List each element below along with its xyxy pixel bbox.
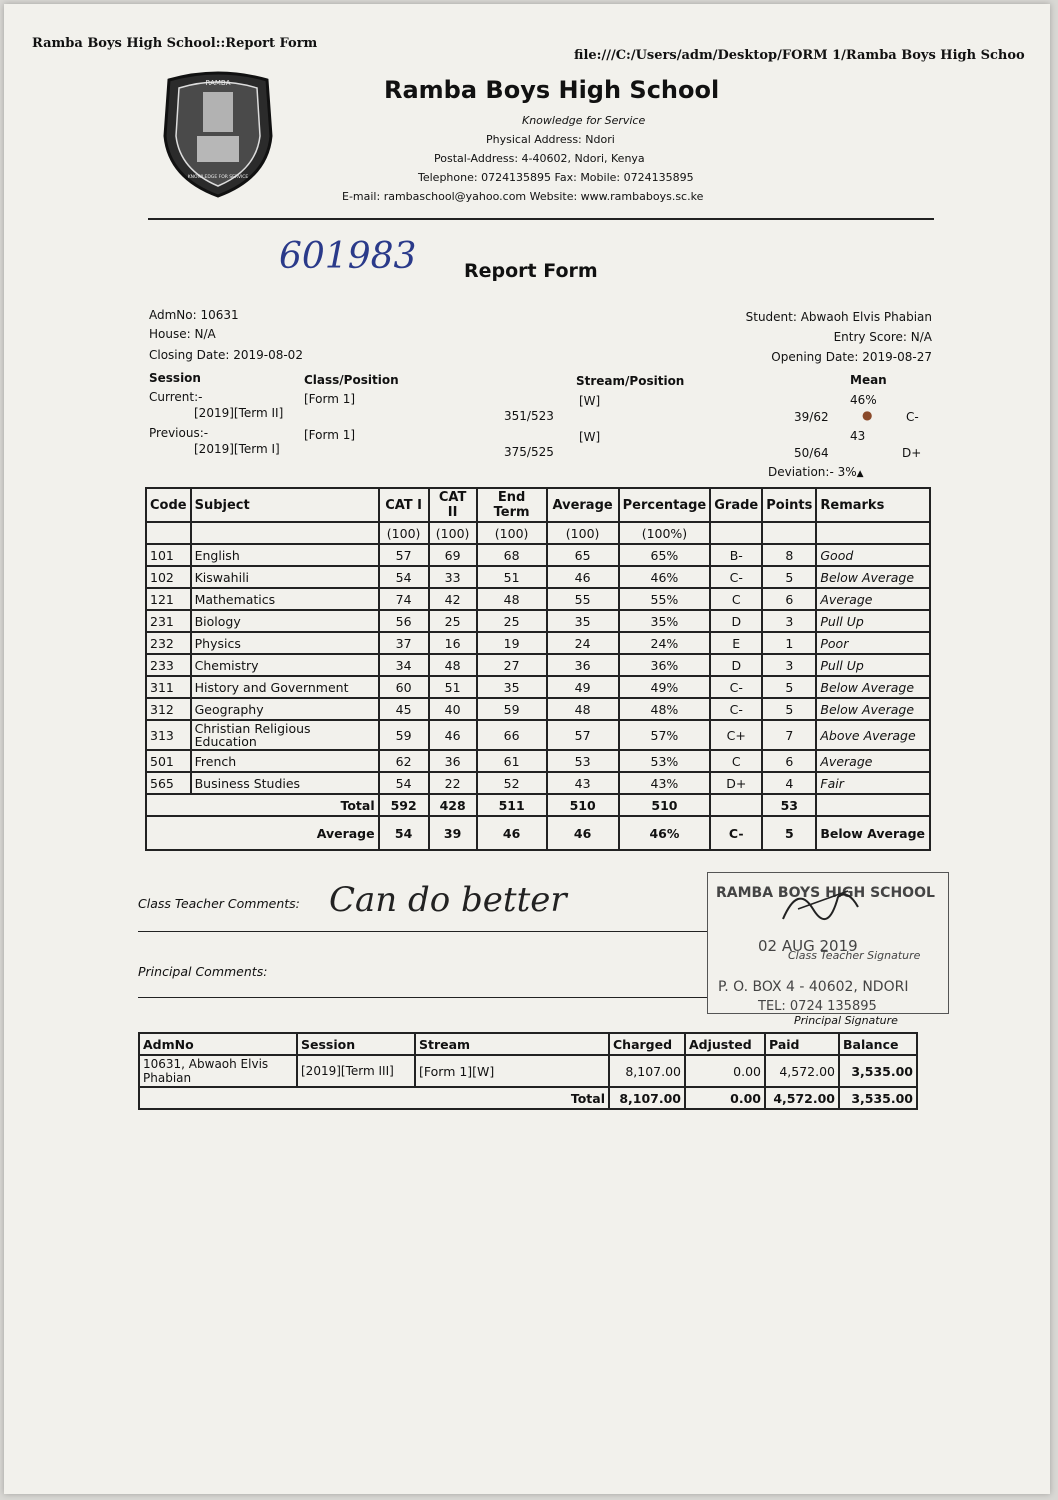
cell-cat1: 37 <box>379 632 429 654</box>
fees-stream: [Form 1][W] <box>415 1055 609 1087</box>
student-name: Student: Abwaoh Elvis Phabian <box>745 310 932 324</box>
cell-code: 102 <box>146 566 191 588</box>
previous-stream-position: 50/64 <box>794 446 829 460</box>
telephone-line: Telephone: 0724135895 Fax: Mobile: 0724135895 <box>418 171 694 184</box>
average-row-endterm: 46 <box>477 816 547 850</box>
cell-average: 49 <box>547 676 619 698</box>
average-row <box>146 816 930 850</box>
cell-subject: Geography <box>191 698 379 720</box>
fees-total-charged: 8,107.00 <box>609 1087 685 1109</box>
cell-endterm: 59 <box>477 698 547 720</box>
grades-header-row <box>146 488 930 522</box>
current-stream: [W] <box>579 394 601 408</box>
deviation-text: Deviation:- 3% <box>768 465 857 479</box>
handwritten-number: 601983 <box>279 236 417 277</box>
cell-grade: C- <box>710 698 762 720</box>
subject-row <box>146 632 930 654</box>
cell-subject: English <box>191 544 379 566</box>
cell-average: 35 <box>547 610 619 632</box>
header-average: Average <box>547 488 619 522</box>
max-score-cell <box>710 522 762 544</box>
cell-percentage: 48% <box>619 698 711 720</box>
cell-remarks: Pull Up <box>816 610 930 632</box>
entry-score: Entry Score: N/A <box>833 330 932 344</box>
previous-label: Previous:- <box>149 426 209 440</box>
cell-cat1: 74 <box>379 588 429 610</box>
signature-scribble <box>778 879 868 929</box>
cell-grade: D+ <box>710 772 762 794</box>
cell-subject: Christian Religious Education <box>191 720 379 750</box>
total-row-cat2: 428 <box>429 794 477 816</box>
max-score-cell <box>816 522 930 544</box>
cell-cat1: 54 <box>379 566 429 588</box>
previous-stream: [W] <box>579 430 601 444</box>
cell-grade: D <box>710 610 762 632</box>
current-stream-position: 39/62 <box>794 410 829 424</box>
max-score-cell: (100) <box>547 522 619 544</box>
cell-grade: C <box>710 750 762 772</box>
cell-endterm: 61 <box>477 750 547 772</box>
subject-row <box>146 720 930 750</box>
cell-cat2: 69 <box>429 544 477 566</box>
cell-average: 36 <box>547 654 619 676</box>
class-teacher-label: Class Teacher Comments: <box>138 896 300 911</box>
cell-cat1: 57 <box>379 544 429 566</box>
cell-percentage: 65% <box>619 544 711 566</box>
subject-row <box>146 750 930 772</box>
cell-remarks: Pull Up <box>816 654 930 676</box>
cell-endterm: 66 <box>477 720 547 750</box>
cell-endterm: 27 <box>477 654 547 676</box>
cell-code: 311 <box>146 676 191 698</box>
up-triangle-icon: ▲ <box>856 469 864 479</box>
fees-balance: 3,535.00 <box>839 1055 917 1087</box>
principal-line <box>138 997 708 998</box>
cell-percentage: 43% <box>619 772 711 794</box>
cell-percentage: 57% <box>619 720 711 750</box>
cell-endterm: 51 <box>477 566 547 588</box>
previous-class-position: 375/525 <box>504 445 554 459</box>
report-paper <box>4 4 1050 1494</box>
average-row-remarks: Below Average <box>816 816 930 850</box>
average-row-cat1: 54 <box>379 816 429 850</box>
fees-header-admno: AdmNo <box>139 1033 297 1055</box>
cell-grade: D <box>710 654 762 676</box>
print-header-title: Ramba Boys High School::Report Form <box>32 36 318 51</box>
cell-points: 5 <box>762 566 816 588</box>
header-remarks: Remarks <box>816 488 930 522</box>
fees-total-balance: 3,535.00 <box>839 1087 917 1109</box>
subject-row <box>146 676 930 698</box>
header-cat2: CAT II <box>429 488 477 522</box>
cell-remarks: Below Average <box>816 566 930 588</box>
fees-header-charged: Charged <box>609 1033 685 1055</box>
fees-header-balance: Balance <box>839 1033 917 1055</box>
class-position-header: Class/Position <box>304 373 399 387</box>
fees-total-row <box>139 1087 917 1109</box>
cell-average: 65 <box>547 544 619 566</box>
fees-header-stream: Stream <box>415 1033 609 1055</box>
fees-header-row <box>139 1033 917 1055</box>
header-grade: Grade <box>710 488 762 522</box>
seal-bottom-text: KNOWLEDGE FOR SERVICE <box>187 175 249 180</box>
cell-grade: C- <box>710 676 762 698</box>
total-row-points: 53 <box>762 794 816 816</box>
cell-endterm: 19 <box>477 632 547 654</box>
cell-code: 231 <box>146 610 191 632</box>
cell-cat1: 54 <box>379 772 429 794</box>
report-title: Report Form <box>464 260 598 282</box>
cell-subject: Mathematics <box>191 588 379 610</box>
cell-average: 48 <box>547 698 619 720</box>
cell-grade: E <box>710 632 762 654</box>
average-row-grade: C- <box>710 816 762 850</box>
cell-cat1: 62 <box>379 750 429 772</box>
class-teacher-comment: Can do better <box>329 880 567 920</box>
closing-date: Closing Date: 2019-08-02 <box>149 348 303 362</box>
cell-average: 43 <box>547 772 619 794</box>
fees-session: [2019][Term III] <box>297 1055 415 1087</box>
cell-remarks: Below Average <box>816 698 930 720</box>
fees-total-label: Total <box>139 1087 609 1109</box>
grades-body <box>146 522 930 850</box>
cell-cat2: 42 <box>429 588 477 610</box>
average-row-points: 5 <box>762 816 816 850</box>
cell-points: 7 <box>762 720 816 750</box>
cell-points: 5 <box>762 676 816 698</box>
cell-cat2: 25 <box>429 610 477 632</box>
total-row-cat1: 592 <box>379 794 429 816</box>
previous-term: [2019][Term I] <box>194 442 280 456</box>
header-endterm: End Term <box>477 488 547 522</box>
house: House: N/A <box>149 327 216 341</box>
cell-average: 55 <box>547 588 619 610</box>
seal-top-text: RAMBA <box>205 79 231 87</box>
stamp-telephone: TEL: 0724 135895 <box>758 999 877 1014</box>
cell-average: 46 <box>547 566 619 588</box>
bullet-icon: ● <box>862 408 873 422</box>
stamp-address: P. O. BOX 4 - 40602, NDORI <box>718 979 909 995</box>
cell-cat1: 34 <box>379 654 429 676</box>
cell-percentage: 55% <box>619 588 711 610</box>
current-mean: 46% <box>850 393 877 407</box>
cell-grade: C+ <box>710 720 762 750</box>
cell-subject: French <box>191 750 379 772</box>
postal-address: Postal-Address: 4-40602, Ndori, Kenya <box>434 152 645 165</box>
current-grade: C- <box>906 410 919 424</box>
cell-cat2: 33 <box>429 566 477 588</box>
subject-row <box>146 772 930 794</box>
school-name: Ramba Boys High School <box>384 76 720 104</box>
class-teacher-line <box>138 931 708 932</box>
cell-cat1: 56 <box>379 610 429 632</box>
max-score-cell: (100) <box>429 522 477 544</box>
average-row-average: 46 <box>547 816 619 850</box>
grades-table <box>145 487 931 851</box>
school-motto: Knowledge for Service <box>522 114 646 127</box>
cell-percentage: 49% <box>619 676 711 698</box>
cell-points: 3 <box>762 654 816 676</box>
cell-points: 8 <box>762 544 816 566</box>
cell-percentage: 46% <box>619 566 711 588</box>
fees-row <box>139 1055 917 1087</box>
cell-cat1: 59 <box>379 720 429 750</box>
cell-percentage: 36% <box>619 654 711 676</box>
cell-cat2: 22 <box>429 772 477 794</box>
cell-grade: C- <box>710 566 762 588</box>
cell-grade: B- <box>710 544 762 566</box>
cell-cat2: 46 <box>429 720 477 750</box>
print-header-url: file:///C:/Users/adm/Desktop/FORM 1/Ramba Boys High Schoo <box>574 48 1025 63</box>
cell-cat2: 51 <box>429 676 477 698</box>
cell-code: 565 <box>146 772 191 794</box>
current-label: Current:- <box>149 390 203 404</box>
fees-total-adjusted: 0.00 <box>685 1087 765 1109</box>
max-score-cell: (100) <box>379 522 429 544</box>
cell-points: 4 <box>762 772 816 794</box>
cell-code: 121 <box>146 588 191 610</box>
cell-cat2: 16 <box>429 632 477 654</box>
fees-admno: 10631, Abwaoh Elvis Phabian <box>139 1055 297 1087</box>
subject-row <box>146 544 930 566</box>
header-percentage: Percentage <box>619 488 711 522</box>
cell-remarks: Below Average <box>816 676 930 698</box>
cell-code: 233 <box>146 654 191 676</box>
school-stamp <box>707 872 949 1014</box>
cell-remarks: Above Average <box>816 720 930 750</box>
max-score-cell <box>762 522 816 544</box>
cell-code: 313 <box>146 720 191 750</box>
total-row-label: Total <box>146 794 379 816</box>
email-website-line: E-mail: rambaschool@yahoo.com Website: www.rambaboys.sc.ke <box>342 190 704 203</box>
cell-grade: C <box>710 588 762 610</box>
mean-header: Mean <box>850 373 887 387</box>
previous-mean: 43 <box>850 429 866 443</box>
subject-row <box>146 698 930 720</box>
cell-average: 57 <box>547 720 619 750</box>
cell-endterm: 48 <box>477 588 547 610</box>
subject-row <box>146 610 930 632</box>
cell-remarks: Poor <box>816 632 930 654</box>
total-row-grade <box>710 794 762 816</box>
fees-table <box>138 1032 918 1110</box>
subject-row <box>146 588 930 610</box>
cell-remarks: Good <box>816 544 930 566</box>
total-row-remarks <box>816 794 930 816</box>
current-class-position: 351/523 <box>504 409 554 423</box>
subject-row <box>146 566 930 588</box>
max-score-row <box>146 522 930 544</box>
opening-date: Opening Date: 2019-08-27 <box>771 350 932 364</box>
cell-cat1: 45 <box>379 698 429 720</box>
cell-subject: Kiswahili <box>191 566 379 588</box>
max-score-cell: (100) <box>477 522 547 544</box>
school-seal-logo <box>159 66 277 200</box>
max-score-cell <box>191 522 379 544</box>
cell-remarks: Average <box>816 750 930 772</box>
max-score-cell: (100%) <box>619 522 711 544</box>
fees-adjusted: 0.00 <box>685 1055 765 1087</box>
cell-subject: Physics <box>191 632 379 654</box>
cell-subject: Biology <box>191 610 379 632</box>
current-class: [Form 1] <box>304 392 356 406</box>
header-points: Points <box>762 488 816 522</box>
header-subject: Subject <box>191 488 379 522</box>
cell-points: 6 <box>762 750 816 772</box>
fees-total-paid: 4,572.00 <box>765 1087 839 1109</box>
total-row-endterm: 511 <box>477 794 547 816</box>
total-row <box>146 794 930 816</box>
fees-paid: 4,572.00 <box>765 1055 839 1087</box>
cell-code: 101 <box>146 544 191 566</box>
cell-code: 232 <box>146 632 191 654</box>
average-row-cat2: 39 <box>429 816 477 850</box>
principal-label: Principal Comments: <box>138 964 268 979</box>
max-score-cell <box>146 522 191 544</box>
cell-average: 24 <box>547 632 619 654</box>
total-row-average: 510 <box>547 794 619 816</box>
cell-points: 1 <box>762 632 816 654</box>
principal-signature-label: Principal Signature <box>794 1014 898 1027</box>
cell-remarks: Fair <box>816 772 930 794</box>
fees-header-adjusted: Adjusted <box>685 1033 765 1055</box>
session-header: Session <box>149 371 201 385</box>
cell-endterm: 68 <box>477 544 547 566</box>
cell-points: 5 <box>762 698 816 720</box>
cell-remarks: Average <box>816 588 930 610</box>
cell-cat1: 60 <box>379 676 429 698</box>
header-divider <box>148 218 934 220</box>
cell-subject: Chemistry <box>191 654 379 676</box>
stamp-date: 02 AUG 2019 <box>758 937 858 955</box>
cell-endterm: 35 <box>477 676 547 698</box>
previous-grade: D+ <box>902 446 922 460</box>
cell-percentage: 53% <box>619 750 711 772</box>
cell-percentage: 24% <box>619 632 711 654</box>
cell-subject: History and Government <box>191 676 379 698</box>
cell-code: 312 <box>146 698 191 720</box>
stamp-school-name: RAMBA BOYS HIGH SCHOOL <box>716 885 935 901</box>
subject-row <box>146 654 930 676</box>
fees-header-paid: Paid <box>765 1033 839 1055</box>
cell-subject: Business Studies <box>191 772 379 794</box>
previous-class: [Form 1] <box>304 428 356 442</box>
current-term: [2019][Term II] <box>194 406 284 420</box>
cell-points: 6 <box>762 588 816 610</box>
header-cat1: CAT I <box>379 488 429 522</box>
cell-average: 53 <box>547 750 619 772</box>
fees-charged: 8,107.00 <box>609 1055 685 1087</box>
cell-cat2: 40 <box>429 698 477 720</box>
cell-points: 3 <box>762 610 816 632</box>
total-row-percentage: 510 <box>619 794 711 816</box>
average-row-label: Average <box>146 816 379 850</box>
physical-address: Physical Address: Ndori <box>486 133 615 146</box>
cell-percentage: 35% <box>619 610 711 632</box>
cell-cat2: 36 <box>429 750 477 772</box>
stream-position-header: Stream/Position <box>576 374 685 388</box>
cell-endterm: 25 <box>477 610 547 632</box>
deviation <box>768 465 864 479</box>
cell-code: 501 <box>146 750 191 772</box>
fees-header-session: Session <box>297 1033 415 1055</box>
cell-cat2: 48 <box>429 654 477 676</box>
adm-no: AdmNo: 10631 <box>149 308 239 322</box>
cell-endterm: 52 <box>477 772 547 794</box>
average-row-percentage: 46% <box>619 816 711 850</box>
header-code: Code <box>146 488 191 522</box>
class-teacher-signature-label: Class Teacher Signature <box>788 949 921 962</box>
